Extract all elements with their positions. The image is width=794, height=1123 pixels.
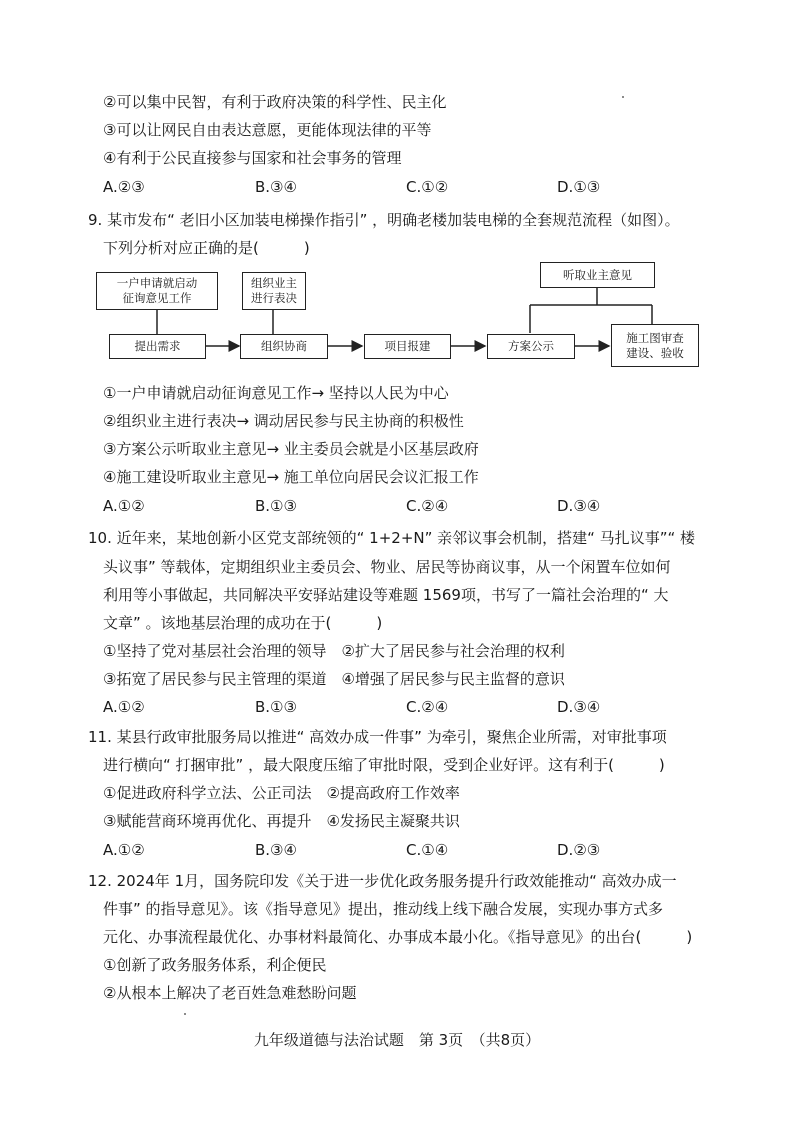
q9-statement-1: ①一户申请就启动征询意见工作→ 坚持以人民为中心 (103, 384, 449, 402)
q10-option-d[interactable]: D.③④ (557, 698, 601, 716)
flow-box-vote-line2: 进行表决 (251, 291, 297, 305)
flow-box-construction-line1: 施工图审查 (626, 330, 684, 345)
q11-statements-1-2: ①促进政府科学立法、公正司法 ②提高政府工作效率 (103, 784, 460, 802)
q8-option-b[interactable]: B.③④ (255, 178, 297, 196)
q10-stem-line2: 头议事” 等载体，定期组织业主委员会、物业、居民等协商议事，从一个闲置车位如何 (103, 558, 671, 576)
q8-statement-3: ③可以让网民自由表达意愿，更能体现法律的平等 (103, 121, 432, 139)
q12-statement-1: ①创新了政务服务体系，利企便民 (103, 956, 327, 974)
q11-option-c[interactable]: C.①④ (406, 841, 449, 859)
q10-stem-line3: 利用等小事做起，共同解决平安驿站建设等难题 1569项，书写了一篇社会治理的“ 大 (103, 586, 669, 604)
flow-box-apply (96, 272, 218, 310)
flow-box-demand: 提出需求 (109, 334, 206, 359)
q10-option-a[interactable]: A.①② (103, 698, 145, 716)
q10-stem-line4: 文章” 。该地基层治理的成功在于( ) (103, 614, 383, 632)
q12-statement-2: ②从根本上解决了老百姓急难愁盼问题 (103, 984, 357, 1002)
flow-box-consult: 组织协商 (240, 334, 328, 359)
flow-box-listen: 听取业主意见 (540, 262, 655, 288)
q8-statement-4: ④有利于公民直接参与国家和社会事务的管理 (103, 149, 402, 167)
q11-stem-line1: 11. 某县行政审批服务局以推进“ 高效办成一件事” 为牵引，聚焦企业所需，对审批事项 (88, 728, 667, 746)
q10-statements-1-2: ①坚持了党对基层社会治理的领导 ②扩大了居民参与社会治理的权利 (103, 642, 565, 660)
flow-box-vote-line1: 组织业主 (251, 276, 297, 290)
q12-stem-line2: 件事” 的指导意见》。该《指导意见》提出，推动线上线下融合发展，实现办事方式多 (103, 900, 664, 918)
q11-statements-3-4: ③赋能营商环境再优化、再提升 ④发扬民主凝聚共识 (103, 812, 460, 830)
q10-stem-line1: 10. 近年来，某地创新小区党支部统领的“ 1+2+N” 亲邻议事会机制，搭建“ 马扎议事”“ 楼 (88, 529, 695, 547)
q8-option-a[interactable]: A.②③ (103, 178, 145, 196)
q9-statement-2: ②组织业主进行表决→ 调动居民参与民主协商的积极性 (103, 412, 464, 430)
scan-speck-top (622, 96, 624, 98)
q11-option-b[interactable]: B.③④ (255, 841, 297, 859)
q9-statement-3: ③方案公示听取业主意见→ 业主委员会就是小区基层政府 (103, 440, 479, 458)
q12-stem-line3: 元化、办事流程最优化、办事材料最简化、办事成本最小化。《指导意见》的出台( ) (103, 928, 693, 946)
q12-stem-line1: 12. 2024年 1月，国务院印发《关于进一步优化政务服务提升行政效能推动“ 高效办成一 (88, 872, 677, 890)
q10-option-c[interactable]: C.②④ (406, 698, 449, 716)
q9-stem-line1: 9. 某市发布“ 老旧小区加装电梯操作指引” ，明确老楼加装电梯的全套规范流程（如图）。 (88, 211, 680, 229)
flow-box-construction-line2: 建设、验收 (626, 345, 684, 360)
page-footer: 九年级道德与法治试题 第 3页 （共8页） (253, 1031, 541, 1049)
q8-option-d[interactable]: D.①③ (557, 178, 601, 196)
q10-option-b[interactable]: B.①③ (255, 698, 297, 716)
q11-option-d[interactable]: D.②③ (557, 841, 601, 859)
flow-box-construction (611, 324, 699, 367)
q9-option-c[interactable]: C.②④ (406, 497, 449, 515)
q9-option-d[interactable]: D.③④ (557, 497, 601, 515)
q9-option-b[interactable]: B.①③ (255, 497, 297, 515)
q11-stem-line2: 进行横向“ 打捆审批” ，最大限度压缩了审批时限，受到企业好评。这有利于( ) (103, 756, 665, 774)
scan-speck (184, 1013, 186, 1015)
flow-box-report: 项目报建 (364, 334, 451, 359)
flow-box-vote (242, 272, 306, 310)
q9-stem-line2: 下列分析对应正确的是( ) (103, 239, 310, 257)
flow-box-public: 方案公示 (487, 334, 575, 359)
q9-option-a[interactable]: A.①② (103, 497, 145, 515)
q8-statement-2: ②可以集中民智，有利于政府决策的科学性、民主化 (103, 93, 447, 111)
q9-statement-4: ④施工建设听取业主意见→ 施工单位向居民会议汇报工作 (103, 468, 479, 486)
q8-option-c[interactable]: C.①② (406, 178, 449, 196)
q10-statements-3-4: ③拓宽了居民参与民主管理的渠道 ④增强了居民参与民主监督的意识 (103, 670, 565, 688)
flow-box-apply-line2: 征询意见工作 (122, 291, 192, 305)
flow-box-apply-line1: 一户申请就启动 (116, 276, 198, 290)
q11-option-a[interactable]: A.①② (103, 841, 145, 859)
